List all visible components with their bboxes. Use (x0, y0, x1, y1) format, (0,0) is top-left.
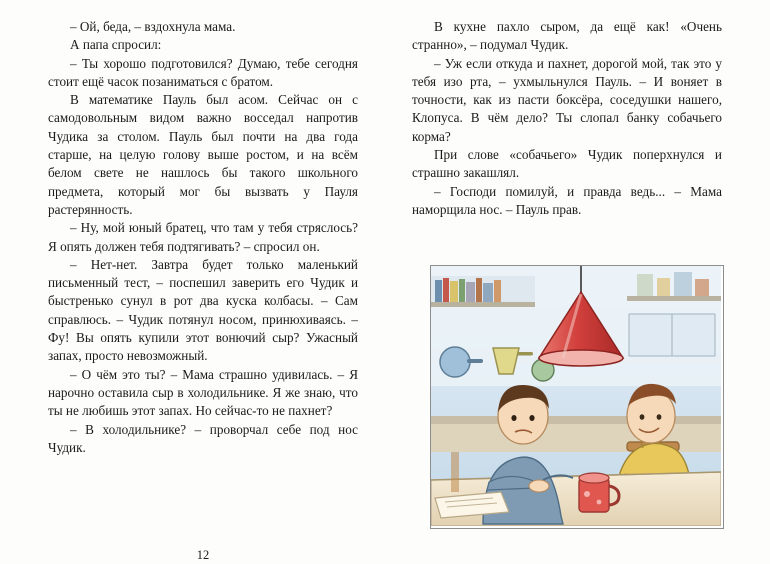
paragraph: При слове «собачьего» Чудик поперхнулся и страшно закашлял. (412, 147, 722, 181)
paragraph: В кухне пахло сыром, да ещё как! «Очень странно», – подумал Чудик. (412, 19, 722, 53)
left-text-column (48, 18, 358, 457)
paragraph: – Ой, беда, – вздохнула мама. (70, 19, 236, 34)
right-text-column (412, 18, 722, 219)
paragraph: – Нет-нет. Завтра будет только маленький письменный тест, – поспешил заверить его Чудик и быстренько сунул в рот два куска колбасы. – Сам справлюсь. – Чудик потянул носом, принюхиваясь. – Фу! Вы опять купили этот вонючий сыр? Ужасный запах, просто невозможный. (48, 256, 358, 364)
page-number: 12 (196, 548, 210, 562)
paragraph: – В холодильнике? – проворчал себе под нос Чудик. (48, 421, 358, 455)
illustration (430, 265, 724, 529)
kitchen-scene-illustration (431, 266, 721, 526)
paragraph: – Ну, мой юный братец, что там у тебя стряслось? Я опять должен тебя подтягивать? – спросил он. (48, 220, 358, 254)
paragraph: В математике Пауль был асом. Сейчас он с самодовольным видом важно восседал напротив Чудика за столом. Пауль был почти на два года старше, на целую голову выше ростом, и на всём белом свете не нашлось бы такого школьного предмета, который мог бы вызвать у Пауля растерянность. (48, 92, 358, 217)
paragraph: – Господи помилуй, и правда ведь... – Мама наморщила нос. – Пауль прав. (412, 183, 722, 217)
paragraph: – О чём это ты? – Мама страшно удивилась. – Я нарочно оставила сыр в холодильнике. Я же знаю, что ты не любишь этот запах. Но сейчас-то не пахнет? (48, 366, 358, 419)
paragraph: – Ты хорошо подготовился? Думаю, тебе сегодня стоит ещё часок позаниматься с братом. (48, 55, 358, 89)
paragraph: А папа спросил: (70, 37, 162, 53)
paragraph: – Уж если откуда и пахнет, дорогой мой, так это у тебя изо рта, – ухмыльнулся Пауль. – И воняет в точности, как из пасти боксёра, соседушки нашего, Клопуса. В чём дело? Ты слопал банку собачьего корма? (412, 55, 722, 144)
